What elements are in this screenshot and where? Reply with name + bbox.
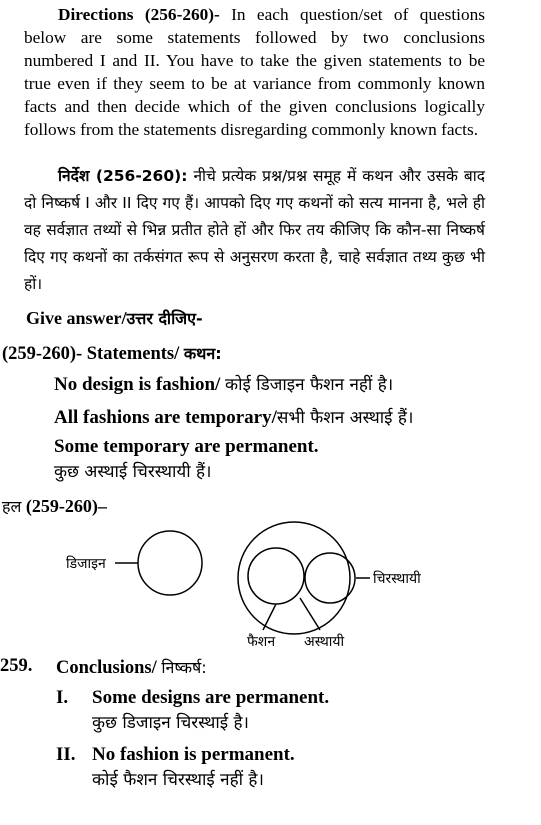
directions-lead: Directions (256-260)- bbox=[58, 5, 220, 24]
directions-hindi-lead: निर्देश (256-260): bbox=[58, 167, 188, 185]
fashion-label-line bbox=[263, 604, 276, 630]
permanent-circle bbox=[305, 553, 355, 603]
conclusions-heading-hi: निष्कर्ष: bbox=[161, 658, 207, 677]
statements-heading-hi: कथन: bbox=[183, 344, 222, 363]
statement-3-en: Some temporary are permanent. bbox=[54, 436, 319, 457]
conclusion-1-number: I. bbox=[56, 687, 69, 708]
fashion-label: फैशन bbox=[247, 634, 276, 650]
temporary-circle bbox=[238, 522, 350, 634]
design-circle bbox=[138, 531, 202, 595]
statement-1-hi: कोई डिजाइन फैशन नहीं है। bbox=[225, 375, 394, 395]
directions-text: In each question/set of questions below are some statements followed by two conclusions numbered I and II. You have to take the given statements to be true even if they seem to be at variance from commonly known facts and then decide which of the given conclusions logically follows from the statements disregarding commonly known facts. bbox=[24, 5, 485, 139]
give-answer-en: Give answer/ bbox=[26, 308, 127, 328]
give-answer-hi: उत्तर दीजिए- bbox=[126, 309, 203, 328]
conclusion-1-en: Some designs are permanent. bbox=[92, 687, 330, 708]
temporary-label-line bbox=[300, 598, 320, 630]
statement-4-hi: कुछ अस्थाई चिरस्थायी हैं। bbox=[54, 462, 212, 482]
conclusions-heading bbox=[56, 656, 207, 679]
statement-2-hi: सभी फैशन अस्थाई हैं। bbox=[276, 408, 414, 428]
conclusion-2-number: II. bbox=[56, 744, 76, 765]
directions-hindi-text: नीचे प्रत्येक प्रश्न/प्रश्न समूह में कथन और उसके बाद दो निष्कर्ष I और II दिए गए हैं। आपको दिए गए कथनों को सत्य मानना है, भले ही वह सर्वज्ञात तथ्यों से भिन्न प्रतीत होते हों और फिर तय कीजिए कि कौन-सा निष्कर्ष दिए गए कथनों का तर्कसंगत रूप से अनुसरण करता है, चाहे सर्वज्ञात तथ्य कुछ भी हों। bbox=[24, 167, 485, 293]
conclusion-1-hi: कुछ डिजाइन चिरस्थाई है। bbox=[92, 713, 249, 733]
solution-heading-en: (259-260)– bbox=[21, 496, 107, 516]
question-number: 259. bbox=[0, 656, 33, 676]
temporary-label: अस्थायी bbox=[304, 634, 345, 650]
statement-2-en: All fashions are temporary/ bbox=[54, 407, 277, 428]
statement-1-en: No design is fashion/ bbox=[54, 374, 226, 395]
design-label: डिजाइन bbox=[66, 556, 106, 572]
conclusion-2-hi: कोई फैशन चिरस्थाई नहीं है। bbox=[92, 770, 264, 790]
permanent-label: चिरस्थायी bbox=[373, 571, 421, 587]
conclusion-1-hi-line bbox=[92, 710, 249, 734]
fashion-circle bbox=[248, 548, 304, 604]
conclusion-2-hi-line bbox=[92, 767, 264, 791]
conclusion-2-en: No fashion is permanent. bbox=[92, 744, 295, 765]
solution-heading-hi: हल bbox=[2, 497, 22, 516]
statements-heading-en: (259-260)- Statements/ bbox=[2, 344, 184, 364]
conclusions-heading-en: Conclusions/ bbox=[56, 658, 162, 678]
